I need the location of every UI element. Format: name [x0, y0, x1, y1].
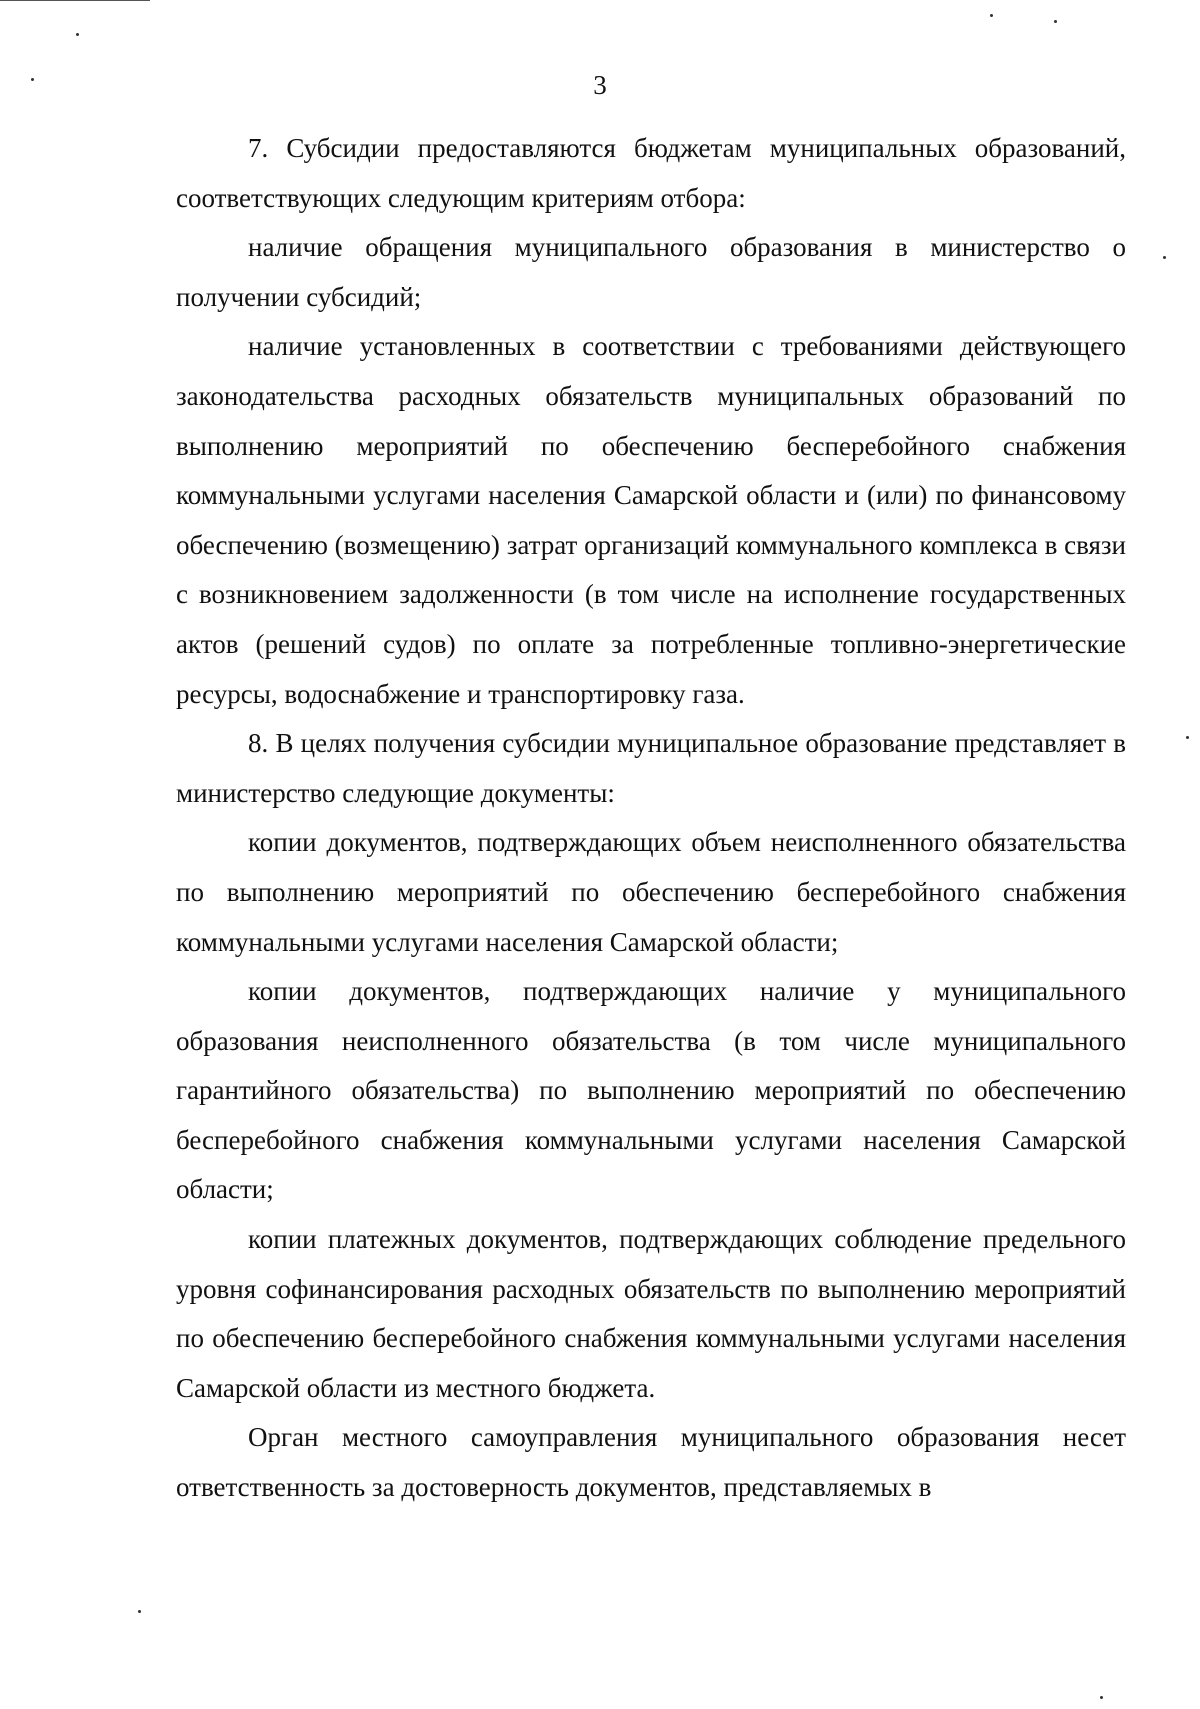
scan-speck — [1100, 1696, 1103, 1699]
scan-speck — [1163, 256, 1166, 259]
paragraph-criterion-obligations: наличие установленных в соответствии с требованиями действующего законодательства расходных обязательств муниципальных образований по выполнению мероприятий по обеспечению бесперебойного снабжения коммунальными услугами населения Самарской области и (или) по финансовому обеспечению (возмещению) затрат организаций коммунального комплекса в связи с возникновением задолженности (в том числе на исполнение государственных актов (решений судов) по оплате за потребленные топливно-энергетические ресурсы, водоснабжение и транспортировку газа. — [176, 331, 1126, 709]
paragraph-doc-unfulfilled-presence: копии документов, подтверждающих наличие у муниципального образования неисполненного обязательства (в том числе муниципального гарантийного обязательства) по выполнению мероприятий по обеспечению бесперебойного снабжения коммунальными услугами населения Самарской области; — [176, 976, 1126, 1205]
scan-artifact-line — [0, 0, 150, 1]
paragraph-8: 8. В целях получения субсидии муниципальное образование представляет в министерство следующие документы: — [176, 728, 1126, 808]
page-number: 3 — [593, 70, 607, 100]
paragraph-doc-unfulfilled-volume: копии документов, подтверждающих объем неисполненного обязательства по выполнению мероприятий по обеспечению бесперебойного снабжения коммунальными услугами населения Самарской области; — [176, 827, 1126, 957]
scan-speck — [1186, 736, 1189, 739]
scan-speck — [1054, 20, 1057, 23]
document-body — [176, 124, 1126, 1513]
paragraph-7: 7. Субсидии предоставляются бюджетам муниципальных образований, соответствующих следующим критериям отбора: — [176, 133, 1126, 213]
scan-speck — [990, 14, 993, 17]
paragraph-criterion-request: наличие обращения муниципального образования в министерство о получении субсидий; — [176, 232, 1126, 312]
scan-speck — [138, 1610, 141, 1613]
paragraph-responsibility: Орган местного самоуправления муниципального образования несет ответственность за достоверность документов, представляемых в — [176, 1422, 1126, 1503]
scan-speck — [76, 33, 79, 36]
paragraph-doc-payments: копии платежных документов, подтверждающих соблюдение предельного уровня софинансирования расходных обязательств по выполнению мероприятий по обеспечению бесперебойного снабжения коммунальными услугами населения Самарской области из местного бюджета. — [176, 1224, 1126, 1403]
